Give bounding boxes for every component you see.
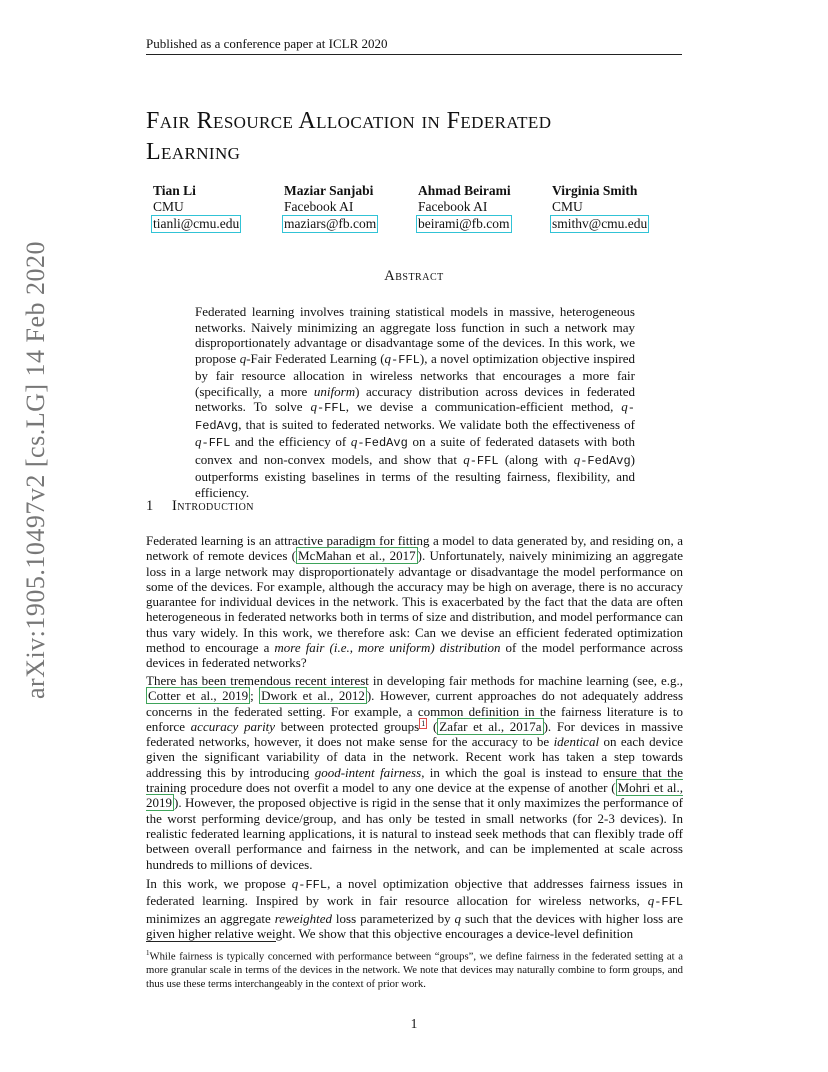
paper-title <box>146 106 666 168</box>
author-3 <box>418 183 512 233</box>
author-affiliation: Facebook AI <box>284 199 354 214</box>
section-number: 1 <box>146 498 154 514</box>
abstract-body: Federated learning involves training statistical models in massive, heterogeneous networks. Naively minimizing an aggregate loss function in such a network may disproportionately advantage or disadvantage some of the devices. In this work, we propose q-Fair Federated Learning (q-FFL), a novel optimization objective inspired by fair resource allocation in wireless networks that encourages a more fair (specifically, a more uniform) accuracy distribution across devices in federated networks. To solve q-FFL, we devise a communication-efficient method, q-FedAvg, that is suited to federated networks. We validate both the effectiveness of q-FFL and the efficiency of q-FedAvg on a suite of federated datasets with both convex and non-convex models, and show that q-FFL (along with q-FedAvg) outperforms existing baselines in terms of the resulting fairness, flexibility, and efficiency. <box>195 304 635 500</box>
author-affiliation: CMU <box>552 199 583 214</box>
title-line-2: Learning <box>146 139 241 165</box>
citation-link[interactable]: Zafar et al., 2017a <box>439 718 542 734</box>
author-2 <box>284 183 378 233</box>
arxiv-stamp-container <box>16 240 56 700</box>
intro-paragraph-3: In this work, we propose q-FFL, a novel optimization objective that addresses fairness issues in federated learning. Inspired by work in fair resource allocation for wireless networks, q-FFL minimizes an aggregate reweighted loss parameterized by q such that the devices with higher loss are given higher relative weight. We show that this objective encourages a device-level definition <box>146 876 684 941</box>
intro-paragraph-2: There has been tremendous recent interest in developing fair methods for machine learning (see, e.g., Cotter et al., 2019 ; Dwork et al., 2012 ). However, current approaches do not adequately address concerns in the federated setting. For example, a common definition in the fairness literature is to enforce accuracy parity between protected groups $^1$ ( Zafar et al., 2017a ). For devices in massive federated networks, however, it does not make sense for the accuracy to be identical on each device given the significant variability of data in the network. Recent work has taken a step towards addressing this by introducing good-intent fairness, in which the goal is instead to ensure that the training procedure does not overfit a model to any one device at the expense of another ( Mohri et al., 2019 ). However, the proposed objective is rigid in the sense that it only maximizes the performance of the worst performing device/group, and has only be tested in small networks (for 2-3 devices). In realistic federated learning applications, it is natural to instead seek methods that can flexibly trade off between overall performance and fairness in the network, and can be implemented at scale across hundreds to millions of devices. <box>146 673 684 872</box>
footnote <box>146 947 683 991</box>
footnote-mark: 1 <box>146 949 150 957</box>
abstract-heading: Abstract <box>384 268 444 284</box>
footnote-text: While fairness is typically concerned with performance between “groups”, we define fairness in the federated setting at a more granular scale in terms of the devices in the network. We note that devices may naturally combine to form groups, and thus use these terms interchangeably in the context of prior work. <box>146 950 683 990</box>
author-email-link[interactable]: beirami@fb.com <box>418 216 510 231</box>
author-name: Ahmad Beirami <box>418 183 511 198</box>
title-line-1: Fair Resource Allocation in Federated <box>146 108 552 134</box>
author-1 <box>153 183 241 233</box>
footnote-ref-link[interactable]: 1 <box>421 718 426 728</box>
citation-link[interactable]: Dwork et al., 2012 <box>261 688 365 704</box>
citation-link[interactable]: Cotter et al., 2019 <box>148 688 249 704</box>
footnote-rule <box>146 941 276 942</box>
intro-paragraph-1: Federated learning is an attractive paradigm for fitting a model to data generated by, and residing on, a network of remote devices ( McMahan et al., 2017 ). Unfortunately, naively minimizing an aggregate loss in a large network may disproportionately advantage or disadvantage the model performance on some of the devices. For example, although the accuracy may be high on average, there is no accuracy guarantee for individual devices in the network. This is exacerbated by the fact that the data are often heterogeneous in federated networks both in terms of size and distribution, and model performance can thus vary widely. In this work, we therefore ask: Can we devise an efficient federated optimization method to encourage a more fair (i.e., more uniform) distribution of the model performance across devices in federated networks? <box>146 533 683 671</box>
author-name: Virginia Smith <box>552 183 638 198</box>
author-4 <box>552 183 649 233</box>
arxiv-stamp: arXiv:1905.10497v2 [cs.LG] 14 Feb 2020 <box>21 240 50 700</box>
section-title: Introduction <box>172 498 254 514</box>
page-number: 1 <box>410 1016 418 1031</box>
author-email-link[interactable]: maziars@fb.com <box>284 216 377 231</box>
author-affiliation: CMU <box>153 199 184 214</box>
citation-link[interactable]: Mohri et al., 2019 <box>146 780 683 811</box>
citation-link[interactable]: McMahan et al., 2017 <box>298 548 416 564</box>
author-name: Maziar Sanjabi <box>284 183 374 198</box>
author-email-link[interactable]: tianli@cmu.edu <box>153 216 240 231</box>
section-heading <box>146 498 254 515</box>
conference-header: Published as a conference paper at ICLR 2020 <box>146 36 388 51</box>
author-name: Tian Li <box>153 183 196 198</box>
author-affiliation: Facebook AI <box>418 199 488 214</box>
author-email-link[interactable]: smithv@cmu.edu <box>552 216 648 231</box>
header-rule <box>146 54 682 55</box>
